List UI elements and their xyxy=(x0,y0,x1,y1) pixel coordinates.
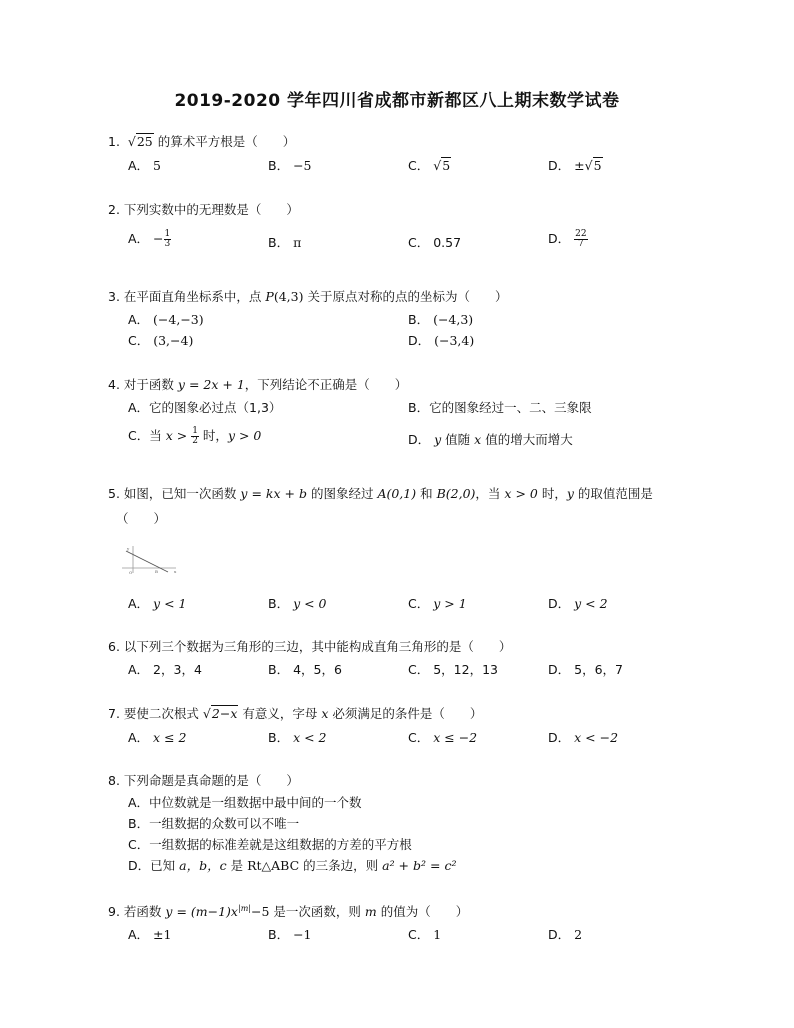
point-b: B(2,0) xyxy=(436,486,476,501)
question-1 xyxy=(108,132,295,150)
option-value: y < 2 xyxy=(574,596,608,611)
option-value: (−4,−3) xyxy=(153,312,204,327)
question-stem: 关于原点对称的点的坐标为（ ） xyxy=(307,289,508,304)
question-stem: 下列实数中的无理数是（ ） xyxy=(123,202,299,217)
question-5 xyxy=(108,484,653,502)
point-coord: (4,3) xyxy=(273,289,304,304)
option-label: C． xyxy=(408,662,430,677)
question-stem: 是一次函数，则 xyxy=(273,904,361,919)
option-c xyxy=(408,156,451,174)
numerator: 1 xyxy=(192,426,198,436)
option-b: B．它的图象经过一、二、三象限 xyxy=(408,400,592,415)
option-b xyxy=(268,156,312,174)
option-c xyxy=(408,728,477,746)
question-number: 4. xyxy=(108,377,120,392)
question-stem: 以下列三个数据为三角形的三边，其中能构成直角三角形的是（ ） xyxy=(123,639,512,654)
option-label: A． xyxy=(128,596,150,611)
option-text: 时， xyxy=(202,428,228,443)
page-title: 2019-2020 学年四川省成都市新都区八上期末数学试卷 xyxy=(174,91,620,111)
point-b-label: B xyxy=(155,569,158,574)
option-value: x ≤ 2 xyxy=(153,730,187,745)
function-expr: −5 xyxy=(250,904,270,919)
question-stem: 要使二次根式 xyxy=(123,706,199,721)
option-label: B． xyxy=(268,596,290,611)
point-a: A(0,1) xyxy=(377,486,417,501)
point-label: P xyxy=(265,289,274,304)
option-a xyxy=(128,229,171,249)
question-stem: 如图，已知一次函数 xyxy=(123,486,237,501)
option-a xyxy=(128,310,204,328)
option-b xyxy=(268,728,327,746)
question-6 xyxy=(108,637,511,655)
question-3 xyxy=(108,287,507,305)
option-label: B． xyxy=(268,927,290,942)
option-label: D． xyxy=(548,231,571,246)
question-7 xyxy=(108,704,482,722)
function-expr: y = (m−1)x xyxy=(165,904,238,919)
question-stem: 的图象经过 xyxy=(310,486,374,501)
question-stem: 的算术平方根是（ ） xyxy=(157,134,296,149)
question-stem: 若函数 xyxy=(123,904,162,919)
option-label: D． xyxy=(548,662,571,677)
question-stem: 在平面直角坐标系中，点 xyxy=(123,289,262,304)
option-c xyxy=(408,594,467,612)
question-number: 7. xyxy=(108,706,120,721)
option-label: D．已知 xyxy=(128,858,176,873)
option-c xyxy=(408,925,441,943)
radicand: 25 xyxy=(136,134,153,149)
option-value: 1 xyxy=(433,927,442,942)
question-stem: 对于函数 xyxy=(123,377,174,392)
option-c xyxy=(128,426,261,446)
question-number: 1. xyxy=(108,134,120,149)
option-b xyxy=(268,660,342,678)
question-stem: 必须满足的条件是（ ） xyxy=(332,706,483,721)
option-label: D． xyxy=(548,158,571,173)
question-number: 5. xyxy=(108,486,120,501)
axis-label-y: y xyxy=(127,546,130,551)
question-stem: 有意义，字母 xyxy=(242,706,318,721)
option-label: A． xyxy=(128,662,150,677)
exponent: |m| xyxy=(238,903,251,913)
option-d xyxy=(548,728,618,746)
inequality: y > 0 xyxy=(227,428,262,443)
option-label: A． xyxy=(128,730,150,745)
minus-sign: − xyxy=(153,231,164,246)
answer-paren: （ ） xyxy=(116,511,167,526)
option-b xyxy=(408,310,473,328)
triangle-label: Rt△ABC xyxy=(247,858,300,873)
option-label: D． xyxy=(408,333,431,348)
option-value: 5，12，13 xyxy=(433,662,498,677)
option-value: −1 xyxy=(293,927,312,942)
question-stem: ，当 xyxy=(475,486,501,501)
option-value: 0.57 xyxy=(433,235,462,250)
variable: y xyxy=(566,486,574,501)
option-label: C． xyxy=(128,333,150,348)
option-value: 4，5，6 xyxy=(293,662,342,677)
question-stem: 的取值范围是 xyxy=(577,486,653,501)
option-value: 5 xyxy=(153,158,161,173)
option-value: ±1 xyxy=(153,927,172,942)
option-c xyxy=(128,331,193,349)
option-label: B． xyxy=(268,235,290,250)
question-4 xyxy=(108,375,407,393)
question-number: 6. xyxy=(108,639,120,654)
option-value: 2，3，4 xyxy=(153,662,202,677)
inequality: x > 0 xyxy=(504,486,538,501)
option-label: D． xyxy=(548,596,571,611)
fraction xyxy=(574,230,587,249)
option-label: C． xyxy=(408,235,430,250)
option-value: y < 0 xyxy=(293,596,327,611)
option-b xyxy=(268,925,312,943)
question-2 xyxy=(108,200,299,218)
denominator: 2 xyxy=(192,436,198,446)
variable: m xyxy=(364,904,377,919)
option-a xyxy=(128,728,186,746)
option-label: A． xyxy=(128,312,150,327)
option-d xyxy=(548,925,582,943)
option-c xyxy=(408,660,498,678)
question-stem: 的值为（ ） xyxy=(380,904,469,919)
numerator: 22 xyxy=(575,229,587,239)
option-d xyxy=(548,594,608,612)
variable: x xyxy=(474,432,482,447)
option-value: 2 xyxy=(574,927,583,942)
denominator: 7 xyxy=(577,239,584,249)
option-label: D． xyxy=(408,432,431,447)
question-stem: 时， xyxy=(541,486,567,501)
function-line xyxy=(126,551,168,572)
option-label: D． xyxy=(548,730,571,745)
variable: x xyxy=(321,706,329,721)
option-label: A． xyxy=(128,231,150,246)
equation: a² + b² = c² xyxy=(382,858,457,873)
denominator: 3 xyxy=(164,239,171,249)
question-8 xyxy=(108,771,299,789)
numerator: 1 xyxy=(164,229,171,239)
question-number: 2. xyxy=(108,202,120,217)
option-label: B． xyxy=(268,158,290,173)
option-label: A． xyxy=(128,927,150,942)
radicand: 2−x xyxy=(211,706,238,721)
option-value: (−4,3) xyxy=(433,312,474,327)
option-d xyxy=(548,156,603,174)
question-number: 8. xyxy=(108,773,120,788)
option-c xyxy=(408,233,461,251)
origin-label: O xyxy=(129,570,133,575)
option-value: −5 xyxy=(293,158,312,173)
option-text: 值的增大而增大 xyxy=(485,432,573,447)
fraction xyxy=(191,427,199,446)
sqrt-expression: √25 xyxy=(127,134,153,149)
function-expr: y = 2x + 1 xyxy=(177,377,245,392)
option-a xyxy=(128,594,186,612)
question-9 xyxy=(108,902,468,920)
option-label: D． xyxy=(548,927,571,942)
option-text: 的三条边，则 xyxy=(303,858,379,873)
option-b xyxy=(268,594,327,612)
option-text: 是 xyxy=(230,858,244,873)
option-value: y < 1 xyxy=(153,596,187,611)
option-value: y > 1 xyxy=(433,596,467,611)
sqrt-expression: √2−x xyxy=(202,706,238,721)
option-a: A．中位数就是一组数据中最中间的一个数 xyxy=(128,795,362,810)
option-a xyxy=(128,156,161,174)
variable: y xyxy=(434,432,442,447)
option-value: (−3,4) xyxy=(434,333,475,348)
option-d xyxy=(128,856,456,874)
inequality: x > xyxy=(165,428,188,443)
variables: a，b，c xyxy=(179,858,227,873)
function-expr: y = kx + b xyxy=(240,486,307,501)
option-value: 5，6，7 xyxy=(574,662,623,677)
axis-label-x: x xyxy=(174,569,177,574)
fraction xyxy=(164,230,172,249)
question-number: 3. xyxy=(108,289,120,304)
question-stem: 下列命题是真命题的是（ ） xyxy=(123,773,299,788)
option-d xyxy=(548,660,623,678)
option-label: B． xyxy=(268,730,290,745)
sqrt-expression: √5 xyxy=(584,158,602,173)
option-label: C． xyxy=(408,927,430,942)
option-label: C． xyxy=(408,730,430,745)
option-label: B． xyxy=(408,312,430,327)
option-d xyxy=(408,331,474,349)
question-stem: 和 xyxy=(420,486,433,501)
option-text: 值随 xyxy=(445,432,471,447)
option-label: C．当 xyxy=(128,428,162,443)
question-number: 9. xyxy=(108,904,120,919)
option-value: x < −2 xyxy=(574,730,619,745)
option-d xyxy=(548,229,588,249)
option-value: π xyxy=(293,235,302,250)
sqrt-expression: √5 xyxy=(433,158,451,173)
option-b xyxy=(268,233,301,251)
plus-minus: ± xyxy=(574,158,585,173)
option-value: (3,−4) xyxy=(153,333,194,348)
option-label: B． xyxy=(268,662,290,677)
option-b: B．一组数据的众数可以不唯一 xyxy=(128,816,300,831)
option-value: x ≤ −2 xyxy=(433,730,478,745)
option-label: A． xyxy=(128,158,150,173)
function-graph-figure xyxy=(120,545,180,575)
option-c: C．一组数据的标准差就是这组数据的方差的平方根 xyxy=(128,837,412,852)
option-value: x < 2 xyxy=(293,730,327,745)
radicand: 5 xyxy=(593,158,602,173)
question-stem: ，下列结论不正确是（ ） xyxy=(244,377,408,392)
radicand: 5 xyxy=(442,158,451,173)
option-a xyxy=(128,660,202,678)
option-label: C． xyxy=(408,596,430,611)
option-d xyxy=(408,430,573,448)
option-a: A．它的图象必过点（1,3） xyxy=(128,400,282,415)
option-a xyxy=(128,925,171,943)
option-label: C． xyxy=(408,158,430,173)
